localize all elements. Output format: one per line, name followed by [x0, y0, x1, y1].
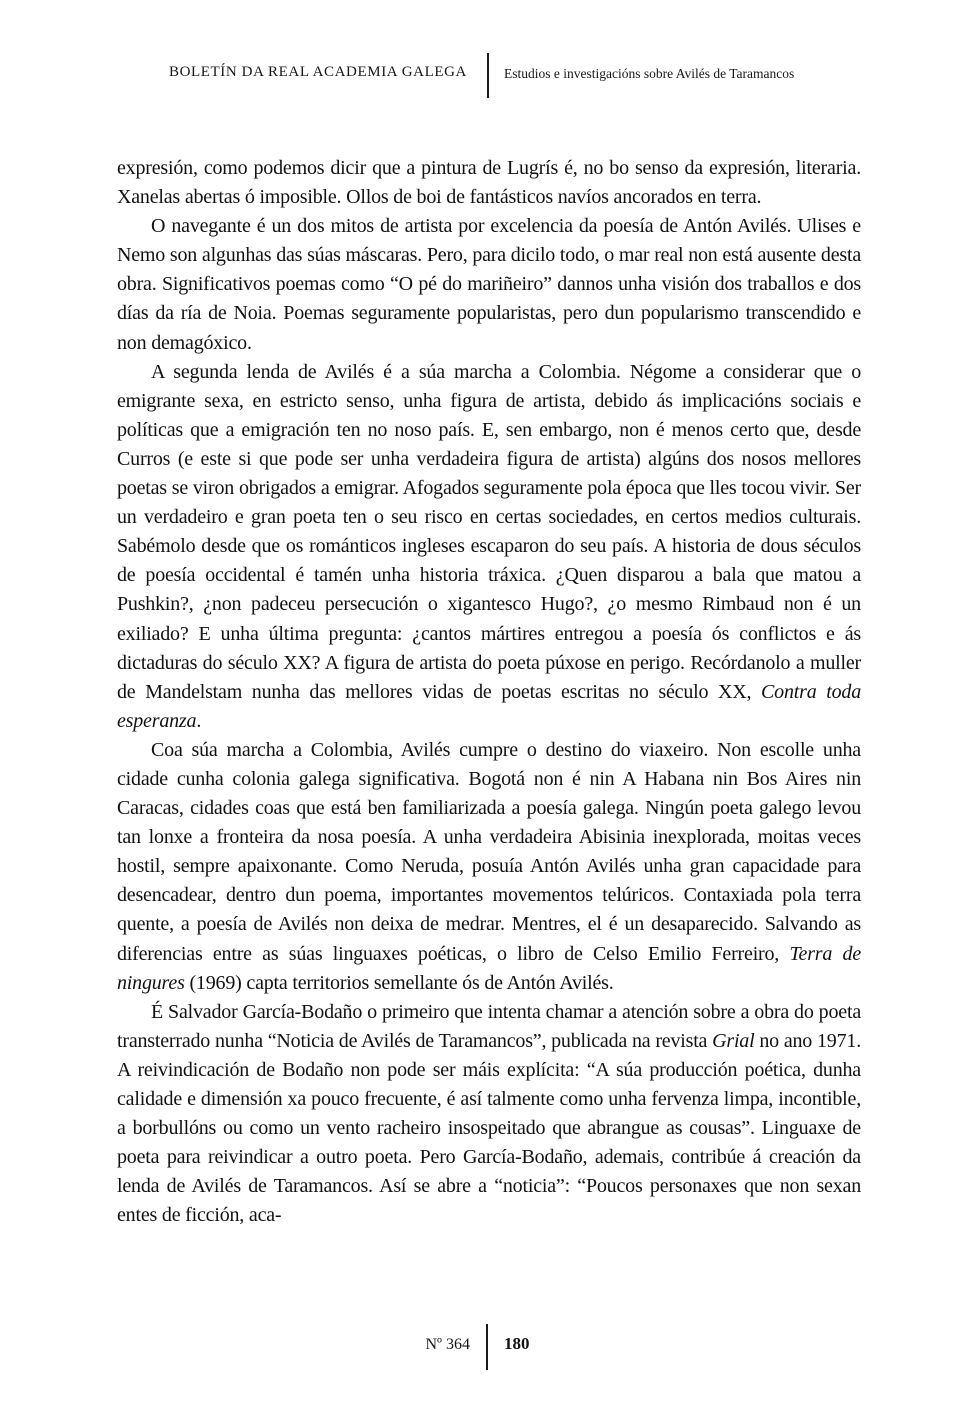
book-title-contra-toda-esperanza: Contra toda esperanza: [117, 680, 861, 732]
paragraph-text: É Salvador García-Bodaño o primeiro que intenta chamar a atención sobre a obra do poeta transterrado nunha “Noticia de Avilés de Taramancos”, publicada na revista: [117, 1000, 861, 1052]
page-number: 180: [504, 1334, 530, 1353]
header-divider: [487, 53, 489, 98]
footer-divider: [486, 1324, 488, 1370]
section-title: Estudios e investigacións sobre Avilés de Taramancos: [504, 66, 795, 81]
paragraph-text: expresión, como podemos dicir que a pintura de Lugrís é, no bo senso da expresión, literaria. Xanelas abertas ó imposible. Ollos de boi de fantásticos navíos ancorados en terra.: [117, 157, 861, 209]
paragraph-garcia-bodano: [117, 998, 861, 1231]
book-title-terra-de-ningures: Terra de ningures: [117, 942, 861, 994]
paragraph-text: (1969) capta territorios semellante ós de Antón Avilés.: [184, 971, 614, 994]
article-body: [117, 154, 861, 1319]
journal-name-grial: Grial: [712, 1029, 755, 1052]
paragraph-text: A segunda lenda de Avilés é a súa marcha a Colombia. Négome a considerar que o emigrante sexa, en estricto senso, unha figura de artista, debido ás implicacións sociais e políticas que a emigración ten no noso país. E, sen embargo, non é menos certo que, desde Curros (e este si que pode ser unha verdadeira figura de artista) algúns dos nosos mellores poetas se viron obrigados a emigrar. Afogados seguramente pola época que lles tocou vivir. Ser un verdadeiro e gran poeta ten o seu risco en certas sociedades, en certos medios culturais. Sabémolo desde que os románticos ingleses escaparon do seu país. A historia de dous séculos de poesía occidental é tamén unha historia tráxica. ¿Quen disparou a bala que matou a Pushkin?, ¿non padeceu persecución o xigantesco Hugo?, ¿o mesmo Rimbaud non é un exiliado? E unha última pregunta: ¿cantos mártires entregou a poesía ós conflictos e ás dictaduras do século XX? A figura de artista do poeta púxose en perigo. Recórdanolo a muller de Mandelstam nunha das mellores vidas de poetas escritas no século XX,: [117, 360, 861, 703]
paragraph-segunda-lenda: [117, 358, 861, 736]
paragraph-continuation: [117, 154, 861, 212]
paragraph-text: Coa súa marcha a Colombia, Avilés cumpre o destino do viaxeiro. Non escolle unha cidade cunha colonia galega significativa. Bogotá non é nin A Habana nin Bos Aires nin Caracas, cidades coas que está ben familiarizada a poesía galega. Ningún poeta galego levou tan lonxe a fronteira da nosa poesía. A unha verdadeira Abisinia inexplorada, moitas veces hostil, sempre apaixonante. Como Neruda, posuía Antón Avilés unha gran capacidade para desencadear, dentro dun poema, importantes movementos telúricos. Contaxiada pola terra quente, a poesía de Avilés non deixa de medrar. Mentres, el é un desaparecido. Salvando as diferencias entre as súas linguaxes poéticas, o libro de Celso Emilio Ferreiro,: [117, 738, 861, 965]
issue-number: Nº 364: [425, 1336, 470, 1353]
journal-title: BOLETÍN DA REAL ACADEMIA GALEGA: [168, 64, 467, 80]
paragraph-text: no ano 1971. A reivindicación de Bodaño non pode ser máis explícita: “A súa producción poética, dunha calidade e dimensión xa pouco frecuente, é así talmente como unha fervenza limpa, incontible, a borbullóns ou como un vento racheiro insospeitado que abrangue as cousas”. Linguaxe de poeta para reivindicar a outro poeta. Pero García-Bodaño, ademais, contribúe á creación da lenda de Avilés de Taramancos. Así se abre a “noticia”: “Poucos personaxes que non sexan entes de ficción, aca-: [117, 1029, 861, 1227]
paragraph-marcha-colombia: [117, 736, 861, 998]
paragraph-navegante: [117, 212, 861, 357]
paragraph-text: O navegante é un dos mitos de artista por excelencia da poesía de Antón Avilés. Ulises e Nemo son algunhas das súas máscaras. Pero, para dicilo todo, o mar real non está ausente desta obra. Significativos poemas como “O pé do mariñeiro” dannos unha visión dos traballos e dos días da ría de Noia. Poemas seguramente popularistas, pero dun popularismo transcendido e non demagóxico.: [117, 215, 861, 354]
paragraph-text: .: [196, 709, 202, 732]
